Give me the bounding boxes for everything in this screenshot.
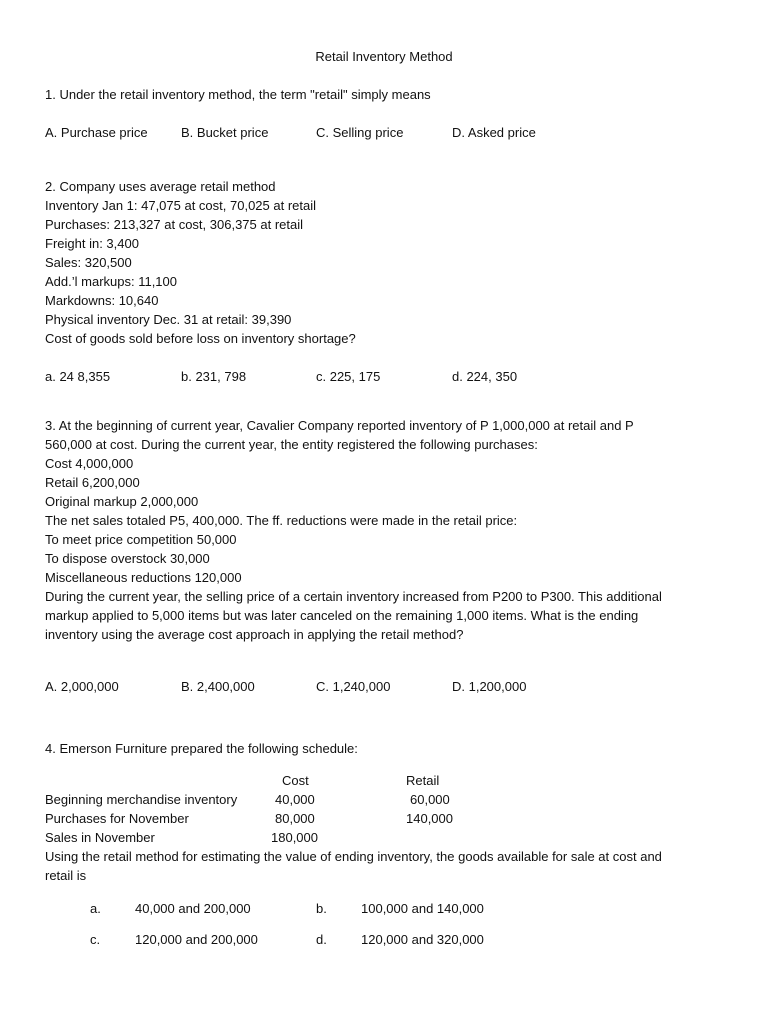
question-1-options (45, 123, 725, 142)
q2-option-c: c. 225, 175 (316, 369, 381, 384)
q3-line: 560,000 at cost. During the current year, the entity registered the following purchases: (45, 437, 538, 452)
q2-option-a: a. 24 8,355 (45, 369, 111, 384)
question-1-text: 1. Under the retail inventory method, the term "retail" simply means (45, 87, 431, 102)
q2-line: Markdowns: 10,640 (45, 293, 159, 308)
q2-line: Sales: 320,500 (45, 255, 132, 270)
q3-line: markup applied to 5,000 items but was later canceled on the remaining 1,000 items. What is the ending (45, 608, 639, 623)
q3-line: Original markup 2,000,000 (45, 494, 199, 509)
question-3-options (45, 677, 725, 696)
schedule-header-row (45, 771, 545, 790)
question-4-options-row-1 (45, 899, 725, 918)
q2-line: Cost of goods sold before loss on inventory shortage? (45, 331, 356, 346)
q4-text-line: Using the retail method for estimating the value of ending inventory, the goods available for sale at cost and (45, 849, 662, 864)
row-cost: 80,000 (275, 811, 315, 826)
question-3 (45, 416, 725, 644)
q4-option-a-value: 40,000 and 200,000 (135, 901, 251, 916)
q1-option-c: C. Selling price (316, 125, 404, 140)
q3-line: Cost 4,000,000 (45, 456, 134, 471)
question-4-options-row-2 (45, 930, 725, 949)
q3-line: 3. At the beginning of current year, Cavalier Company reported inventory of P 1,000,000 at retail and P (45, 418, 634, 433)
row-retail: 60,000 (410, 792, 450, 807)
q2-option-b: b. 231, 798 (181, 369, 247, 384)
q3-option-b: B. 2,400,000 (181, 679, 255, 694)
q4-option-b-letter: b. (316, 901, 327, 916)
q4-option-a-letter: a. (90, 901, 101, 916)
q3-line: To meet price competition 50,000 (45, 532, 237, 547)
q4-text-line: retail is (45, 868, 87, 883)
q3-line: inventory using the average cost approach in applying the retail method? (45, 627, 464, 642)
question-4 (45, 739, 725, 758)
q3-line: The net sales totaled P5, 400,000. The ff. reductions were made in the retail price: (45, 513, 518, 528)
retail-header: Retail (406, 773, 440, 788)
q4-option-d-value: 120,000 and 320,000 (361, 932, 484, 947)
q4-option-c-value: 120,000 and 200,000 (135, 932, 258, 947)
q3-line: Miscellaneous reductions 120,000 (45, 570, 242, 585)
q3-option-c: C. 1,240,000 (316, 679, 391, 694)
q3-line: Retail 6,200,000 (45, 475, 140, 490)
row-label: Beginning merchandise inventory (45, 792, 238, 807)
question-1 (45, 85, 725, 104)
question-2 (45, 177, 725, 348)
table-row (45, 828, 545, 847)
page-title: Retail Inventory Method (315, 49, 453, 64)
row-retail: 140,000 (406, 811, 453, 826)
table-row (45, 790, 545, 809)
q3-line: To dispose overstock 30,000 (45, 551, 210, 566)
row-cost: 180,000 (271, 830, 318, 845)
q4-option-d-letter: d. (316, 932, 327, 947)
row-cost: 40,000 (275, 792, 315, 807)
q2-line: 2. Company uses average retail method (45, 179, 276, 194)
q1-option-d: D. Asked price (452, 125, 536, 140)
table-row (45, 809, 545, 828)
q4-option-b-value: 100,000 and 140,000 (361, 901, 484, 916)
q2-line: Inventory Jan 1: 47,075 at cost, 70,025 at retail (45, 198, 317, 213)
q1-option-b: B. Bucket price (181, 125, 269, 140)
question-4-prompt (45, 847, 725, 885)
cost-header: Cost (282, 773, 309, 788)
q1-option-a: A. Purchase price (45, 125, 148, 140)
row-label: Sales in November (45, 830, 155, 845)
q3-option-a: A. 2,000,000 (45, 679, 119, 694)
q2-line: Purchases: 213,327 at cost, 306,375 at retail (45, 217, 304, 232)
q2-line: Freight in: 3,400 (45, 236, 139, 251)
question-4-text: 4. Emerson Furniture prepared the following schedule: (45, 741, 358, 756)
row-label: Purchases for November (45, 811, 189, 826)
q2-line: Add.’l markups: 11,100 (45, 274, 177, 289)
q4-option-c-letter: c. (90, 932, 101, 947)
q2-option-d: d. 224, 350 (452, 369, 518, 384)
q3-line: During the current year, the selling price of a certain inventory increased from P200 to P300. This additional (45, 589, 662, 604)
schedule-table (45, 771, 545, 847)
q3-option-d: D. 1,200,000 (452, 679, 527, 694)
q2-line: Physical inventory Dec. 31 at retail: 39,390 (45, 312, 292, 327)
question-2-options (45, 367, 725, 386)
